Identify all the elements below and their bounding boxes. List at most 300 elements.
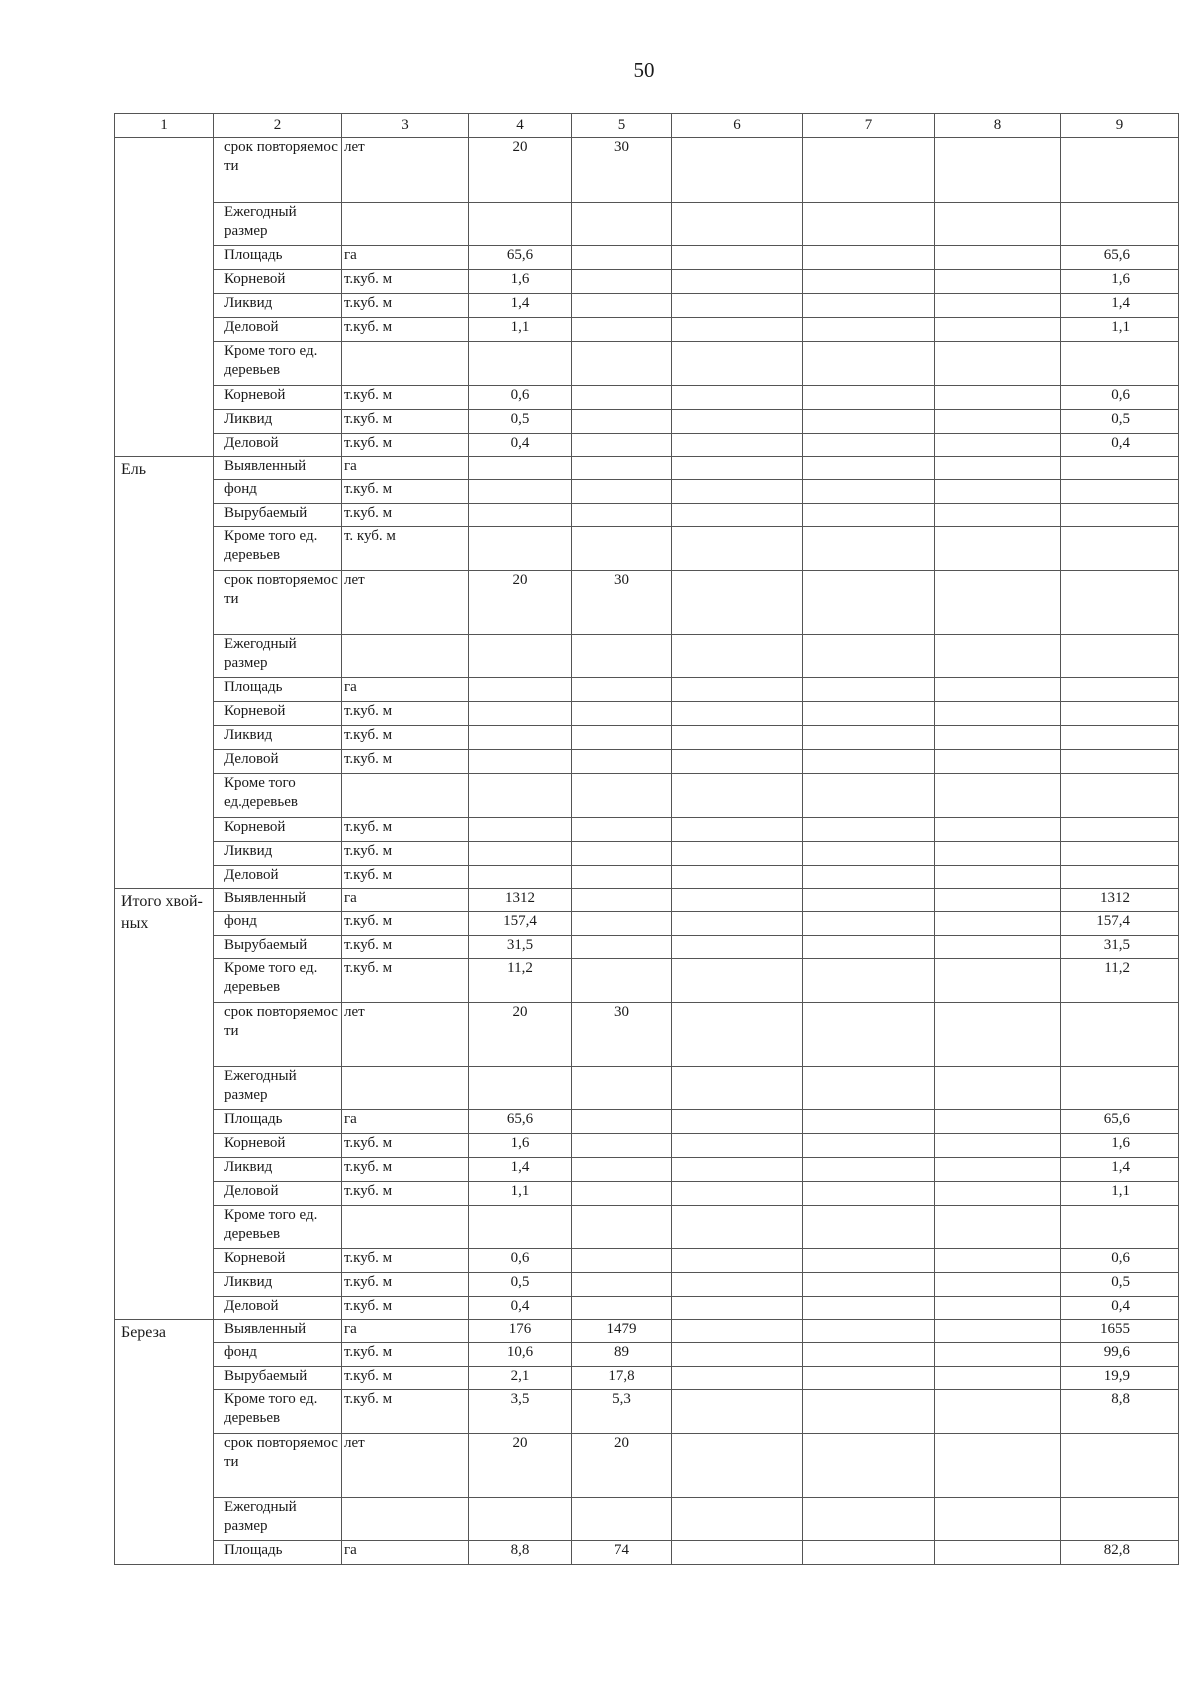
indicator-label: срок повторяемос ти (214, 1434, 342, 1498)
value-cell-col8 (935, 1541, 1061, 1565)
value-cell-col7 (803, 1067, 935, 1110)
indicator-label: фонд (214, 912, 342, 936)
indicator-label: Ликвид (214, 294, 342, 318)
value-cell-col8 (935, 1134, 1061, 1158)
value-cell-col7 (803, 1367, 935, 1390)
indicator-label: Кроме того ед. деревьев (214, 342, 342, 386)
value-cell-col5 (572, 410, 672, 434)
value-cell-col4 (469, 702, 572, 726)
value-cell-col6 (672, 386, 803, 410)
unit-cell: т.куб. м (342, 1390, 469, 1434)
value-cell-col9 (1061, 1003, 1179, 1067)
value-cell-col6 (672, 294, 803, 318)
table-row (115, 1003, 1179, 1067)
column-number: 2 (214, 114, 342, 138)
value-cell-col8 (935, 270, 1061, 294)
value-cell-col7 (803, 1343, 935, 1367)
indicator-label: Кроме того ед.деревьев (214, 774, 342, 818)
value-cell-col6 (672, 434, 803, 457)
value-cell-col6 (672, 1343, 803, 1367)
value-cell-col8 (935, 504, 1061, 527)
value-cell-col5: 30 (572, 1003, 672, 1067)
value-cell-col9 (1061, 866, 1179, 889)
value-cell-col6 (672, 1541, 803, 1565)
indicator-label: Вырубаемый (214, 936, 342, 959)
value-cell-col8 (935, 318, 1061, 342)
value-cell-col8 (935, 434, 1061, 457)
value-cell-col9 (1061, 527, 1179, 571)
value-cell-col8 (935, 1498, 1061, 1541)
value-cell-col9 (1061, 342, 1179, 386)
unit-cell: т.куб. м (342, 1182, 469, 1206)
value-cell-col7 (803, 842, 935, 866)
value-cell-col5 (572, 527, 672, 571)
unit-cell: га (342, 678, 469, 702)
value-cell-col9: 0,4 (1061, 1297, 1179, 1320)
table-row (115, 342, 1179, 386)
value-cell-col6 (672, 504, 803, 527)
value-cell-col7 (803, 1206, 935, 1249)
value-cell-col4: 2,1 (469, 1367, 572, 1390)
value-cell-col5 (572, 480, 672, 504)
unit-cell (342, 203, 469, 246)
unit-cell: т.куб. м (342, 842, 469, 866)
value-cell-col4: 176 (469, 1320, 572, 1343)
value-cell-col9: 1,1 (1061, 318, 1179, 342)
value-cell-col9: 11,2 (1061, 959, 1179, 1003)
value-cell-col8 (935, 702, 1061, 726)
unit-cell: лет (342, 1003, 469, 1067)
table-row (115, 1067, 1179, 1110)
indicator-label: срок повторяемос ти (214, 571, 342, 635)
value-cell-col5 (572, 203, 672, 246)
unit-cell: т.куб. м (342, 912, 469, 936)
species-group-cell: Итого хвой- ных (115, 889, 214, 1320)
table-row (115, 246, 1179, 270)
table-row (115, 1158, 1179, 1182)
value-cell-col8 (935, 726, 1061, 750)
unit-cell: т.куб. м (342, 1297, 469, 1320)
value-cell-col9: 19,9 (1061, 1367, 1179, 1390)
value-cell-col7 (803, 889, 935, 912)
value-cell-col8 (935, 294, 1061, 318)
species-group-cell (115, 138, 214, 457)
value-cell-col4 (469, 1498, 572, 1541)
indicator-label: Корневой (214, 818, 342, 842)
indicator-label: Ликвид (214, 1158, 342, 1182)
value-cell-col7 (803, 270, 935, 294)
indicator-label: Выявленный (214, 1320, 342, 1343)
value-cell-col9: 0,6 (1061, 1249, 1179, 1273)
value-cell-col6 (672, 750, 803, 774)
value-cell-col5 (572, 457, 672, 480)
value-cell-col4 (469, 527, 572, 571)
value-cell-col7 (803, 410, 935, 434)
value-cell-col9: 1,6 (1061, 270, 1179, 294)
value-cell-col4: 20 (469, 571, 572, 635)
value-cell-col5: 89 (572, 1343, 672, 1367)
value-cell-col8 (935, 1249, 1061, 1273)
column-number: 8 (935, 114, 1061, 138)
value-cell-col8 (935, 457, 1061, 480)
value-cell-col5 (572, 1498, 672, 1541)
unit-cell: т.куб. м (342, 270, 469, 294)
value-cell-col9: 1312 (1061, 889, 1179, 912)
unit-cell: т.куб. м (342, 1134, 469, 1158)
value-cell-col5: 30 (572, 571, 672, 635)
value-cell-col9 (1061, 571, 1179, 635)
value-cell-col4: 1,4 (469, 1158, 572, 1182)
unit-cell: га (342, 1541, 469, 1565)
table-row (115, 726, 1179, 750)
indicator-label: Площадь (214, 246, 342, 270)
table-row (115, 750, 1179, 774)
value-cell-col9: 1,6 (1061, 1134, 1179, 1158)
value-cell-col9: 1655 (1061, 1320, 1179, 1343)
indicator-label: Ежегодный размер (214, 1498, 342, 1541)
unit-cell (342, 1067, 469, 1110)
unit-cell: т. куб. м (342, 527, 469, 571)
value-cell-col4 (469, 726, 572, 750)
value-cell-col4: 1,6 (469, 270, 572, 294)
value-cell-col7 (803, 386, 935, 410)
value-cell-col9: 0,6 (1061, 386, 1179, 410)
value-cell-col6 (672, 818, 803, 842)
unit-cell: лет (342, 138, 469, 203)
value-cell-col7 (803, 1182, 935, 1206)
table-row (115, 1110, 1179, 1134)
value-cell-col6 (672, 1498, 803, 1541)
value-cell-col9: 65,6 (1061, 246, 1179, 270)
value-cell-col8 (935, 1434, 1061, 1498)
value-cell-col4 (469, 635, 572, 678)
value-cell-col6 (672, 1249, 803, 1273)
table-row (115, 203, 1179, 246)
value-cell-col9 (1061, 480, 1179, 504)
value-cell-col8 (935, 842, 1061, 866)
value-cell-col6 (672, 1273, 803, 1297)
value-cell-col7 (803, 1003, 935, 1067)
value-cell-col8 (935, 1158, 1061, 1182)
value-cell-col7 (803, 1390, 935, 1434)
value-cell-col4: 20 (469, 1003, 572, 1067)
value-cell-col5 (572, 1249, 672, 1273)
value-cell-col4: 0,6 (469, 386, 572, 410)
table-body (115, 114, 1179, 1565)
value-cell-col9 (1061, 504, 1179, 527)
value-cell-col9 (1061, 1498, 1179, 1541)
value-cell-col7 (803, 1249, 935, 1273)
column-number: 4 (469, 114, 572, 138)
value-cell-col9 (1061, 726, 1179, 750)
value-cell-col7 (803, 457, 935, 480)
value-cell-col8 (935, 246, 1061, 270)
unit-cell (342, 342, 469, 386)
value-cell-col6 (672, 410, 803, 434)
value-cell-col4: 1312 (469, 889, 572, 912)
indicator-label: Ежегодный размер (214, 203, 342, 246)
value-cell-col7 (803, 504, 935, 527)
value-cell-col5 (572, 774, 672, 818)
value-cell-col6 (672, 203, 803, 246)
value-cell-col8 (935, 750, 1061, 774)
value-cell-col5 (572, 936, 672, 959)
value-cell-col9 (1061, 774, 1179, 818)
table-row (115, 138, 1179, 203)
value-cell-col9: 1,4 (1061, 294, 1179, 318)
unit-cell: га (342, 246, 469, 270)
value-cell-col7 (803, 818, 935, 842)
table-row (115, 386, 1179, 410)
table-row (115, 702, 1179, 726)
value-cell-col4: 10,6 (469, 1343, 572, 1367)
value-cell-col4 (469, 1067, 572, 1110)
value-cell-col9: 82,8 (1061, 1541, 1179, 1565)
unit-cell: т.куб. м (342, 750, 469, 774)
value-cell-col5 (572, 1206, 672, 1249)
value-cell-col5 (572, 318, 672, 342)
value-cell-col6 (672, 480, 803, 504)
value-cell-col5 (572, 1182, 672, 1206)
table-row (115, 635, 1179, 678)
value-cell-col9: 0,4 (1061, 434, 1179, 457)
value-cell-col7 (803, 1541, 935, 1565)
value-cell-col7 (803, 1134, 935, 1158)
indicator-label: Деловой (214, 750, 342, 774)
indicator-label: Вырубаемый (214, 1367, 342, 1390)
value-cell-col8 (935, 1206, 1061, 1249)
value-cell-col9 (1061, 1067, 1179, 1110)
value-cell-col7 (803, 1158, 935, 1182)
indicator-label: Деловой (214, 1297, 342, 1320)
indicator-label: Площадь (214, 678, 342, 702)
value-cell-col9 (1061, 818, 1179, 842)
table-row (115, 571, 1179, 635)
value-cell-col6 (672, 889, 803, 912)
value-cell-col4: 65,6 (469, 246, 572, 270)
unit-cell: т.куб. м (342, 386, 469, 410)
unit-cell (342, 1206, 469, 1249)
value-cell-col9: 31,5 (1061, 936, 1179, 959)
value-cell-col7 (803, 1297, 935, 1320)
value-cell-col8 (935, 1390, 1061, 1434)
indicator-label: Корневой (214, 702, 342, 726)
value-cell-col8 (935, 1367, 1061, 1390)
value-cell-col4 (469, 203, 572, 246)
value-cell-col8 (935, 678, 1061, 702)
indicator-label: Ликвид (214, 410, 342, 434)
indicator-label: Деловой (214, 318, 342, 342)
value-cell-col5 (572, 726, 672, 750)
value-cell-col8 (935, 936, 1061, 959)
indicator-label: Вырубаемый (214, 504, 342, 527)
value-cell-col7 (803, 318, 935, 342)
value-cell-col5 (572, 959, 672, 1003)
table-row (115, 504, 1179, 527)
value-cell-col9: 0,5 (1061, 410, 1179, 434)
value-cell-col8 (935, 386, 1061, 410)
value-cell-col7 (803, 203, 935, 246)
unit-cell (342, 1498, 469, 1541)
value-cell-col4: 1,6 (469, 1134, 572, 1158)
value-cell-col7 (803, 480, 935, 504)
value-cell-col5 (572, 1067, 672, 1110)
value-cell-col6 (672, 1003, 803, 1067)
value-cell-col9: 0,5 (1061, 1273, 1179, 1297)
table-row (115, 818, 1179, 842)
value-cell-col6 (672, 842, 803, 866)
indicator-label: Кроме того ед. деревьев (214, 959, 342, 1003)
unit-cell: т.куб. м (342, 1158, 469, 1182)
value-cell-col6 (672, 1067, 803, 1110)
unit-cell: т.куб. м (342, 294, 469, 318)
value-cell-col4: 0,4 (469, 434, 572, 457)
value-cell-col5 (572, 866, 672, 889)
value-cell-col5 (572, 912, 672, 936)
indicator-label: Деловой (214, 434, 342, 457)
value-cell-col5 (572, 1273, 672, 1297)
value-cell-col5 (572, 635, 672, 678)
value-cell-col8 (935, 959, 1061, 1003)
unit-cell: т.куб. м (342, 936, 469, 959)
value-cell-col5 (572, 504, 672, 527)
value-cell-col7 (803, 726, 935, 750)
value-cell-col5 (572, 1110, 672, 1134)
unit-cell (342, 774, 469, 818)
value-cell-col4 (469, 818, 572, 842)
value-cell-col5 (572, 702, 672, 726)
column-number: 3 (342, 114, 469, 138)
indicator-label: Выявленный (214, 889, 342, 912)
value-cell-col9: 157,4 (1061, 912, 1179, 936)
value-cell-col5: 17,8 (572, 1367, 672, 1390)
value-cell-col8 (935, 203, 1061, 246)
value-cell-col9 (1061, 203, 1179, 246)
indicator-label: фонд (214, 1343, 342, 1367)
value-cell-col5: 20 (572, 1434, 672, 1498)
indicator-label: фонд (214, 480, 342, 504)
value-cell-col4: 65,6 (469, 1110, 572, 1134)
value-cell-col7 (803, 1273, 935, 1297)
value-cell-col6 (672, 1182, 803, 1206)
value-cell-col6 (672, 912, 803, 936)
value-cell-col4 (469, 774, 572, 818)
value-cell-col7 (803, 1434, 935, 1498)
value-cell-col8 (935, 866, 1061, 889)
table-row (115, 1498, 1179, 1541)
forest-fund-table (114, 113, 1179, 1565)
value-cell-col6 (672, 959, 803, 1003)
unit-cell: т.куб. м (342, 504, 469, 527)
table-row (115, 1297, 1179, 1320)
value-cell-col8 (935, 1110, 1061, 1134)
table-row (115, 678, 1179, 702)
value-cell-col9 (1061, 750, 1179, 774)
value-cell-col7 (803, 1320, 935, 1343)
value-cell-col9: 65,6 (1061, 1110, 1179, 1134)
value-cell-col8 (935, 1067, 1061, 1110)
indicator-label: срок повторяемос ти (214, 138, 342, 203)
value-cell-col9: 8,8 (1061, 1390, 1179, 1434)
value-cell-col7 (803, 1498, 935, 1541)
value-cell-col4: 11,2 (469, 959, 572, 1003)
indicator-label: Ликвид (214, 1273, 342, 1297)
unit-cell: т.куб. м (342, 959, 469, 1003)
value-cell-col9: 1,1 (1061, 1182, 1179, 1206)
value-cell-col7 (803, 635, 935, 678)
table-row (115, 1541, 1179, 1565)
value-cell-col6 (672, 1320, 803, 1343)
value-cell-col5 (572, 1134, 672, 1158)
value-cell-col4 (469, 504, 572, 527)
value-cell-col5 (572, 270, 672, 294)
indicator-label: Деловой (214, 866, 342, 889)
indicator-label: Корневой (214, 1249, 342, 1273)
value-cell-col5 (572, 342, 672, 386)
indicator-label: Ликвид (214, 726, 342, 750)
value-cell-col6 (672, 457, 803, 480)
unit-cell: т.куб. м (342, 726, 469, 750)
table-row (115, 1182, 1179, 1206)
value-cell-col5 (572, 678, 672, 702)
value-cell-col8 (935, 410, 1061, 434)
unit-cell (342, 635, 469, 678)
indicator-label: срок повторяемос ти (214, 1003, 342, 1067)
indicator-label: Деловой (214, 1182, 342, 1206)
value-cell-col8 (935, 818, 1061, 842)
table-row (115, 1134, 1179, 1158)
value-cell-col5 (572, 1158, 672, 1182)
value-cell-col7 (803, 342, 935, 386)
value-cell-col9 (1061, 842, 1179, 866)
unit-cell: т.куб. м (342, 818, 469, 842)
table-row (115, 1273, 1179, 1297)
table-row (115, 1343, 1179, 1367)
value-cell-col8 (935, 774, 1061, 818)
table-row (115, 318, 1179, 342)
value-cell-col6 (672, 270, 803, 294)
value-cell-col9 (1061, 678, 1179, 702)
table-row (115, 1390, 1179, 1434)
unit-cell: лет (342, 1434, 469, 1498)
value-cell-col6 (672, 246, 803, 270)
value-cell-col7 (803, 246, 935, 270)
table-row (115, 774, 1179, 818)
value-cell-col4 (469, 678, 572, 702)
value-cell-col6 (672, 1110, 803, 1134)
value-cell-col6 (672, 774, 803, 818)
value-cell-col8 (935, 889, 1061, 912)
value-cell-col4 (469, 457, 572, 480)
value-cell-col6 (672, 1297, 803, 1320)
table-row (115, 434, 1179, 457)
value-cell-col4 (469, 750, 572, 774)
value-cell-col6 (672, 1134, 803, 1158)
value-cell-col5 (572, 386, 672, 410)
unit-cell: га (342, 457, 469, 480)
indicator-label: Корневой (214, 1134, 342, 1158)
unit-cell: т.куб. м (342, 1249, 469, 1273)
value-cell-col4: 31,5 (469, 936, 572, 959)
value-cell-col6 (672, 342, 803, 386)
indicator-label: Корневой (214, 386, 342, 410)
value-cell-col6 (672, 678, 803, 702)
value-cell-col7 (803, 702, 935, 726)
value-cell-col6 (672, 866, 803, 889)
value-cell-col7 (803, 138, 935, 203)
column-number: 7 (803, 114, 935, 138)
value-cell-col4 (469, 842, 572, 866)
